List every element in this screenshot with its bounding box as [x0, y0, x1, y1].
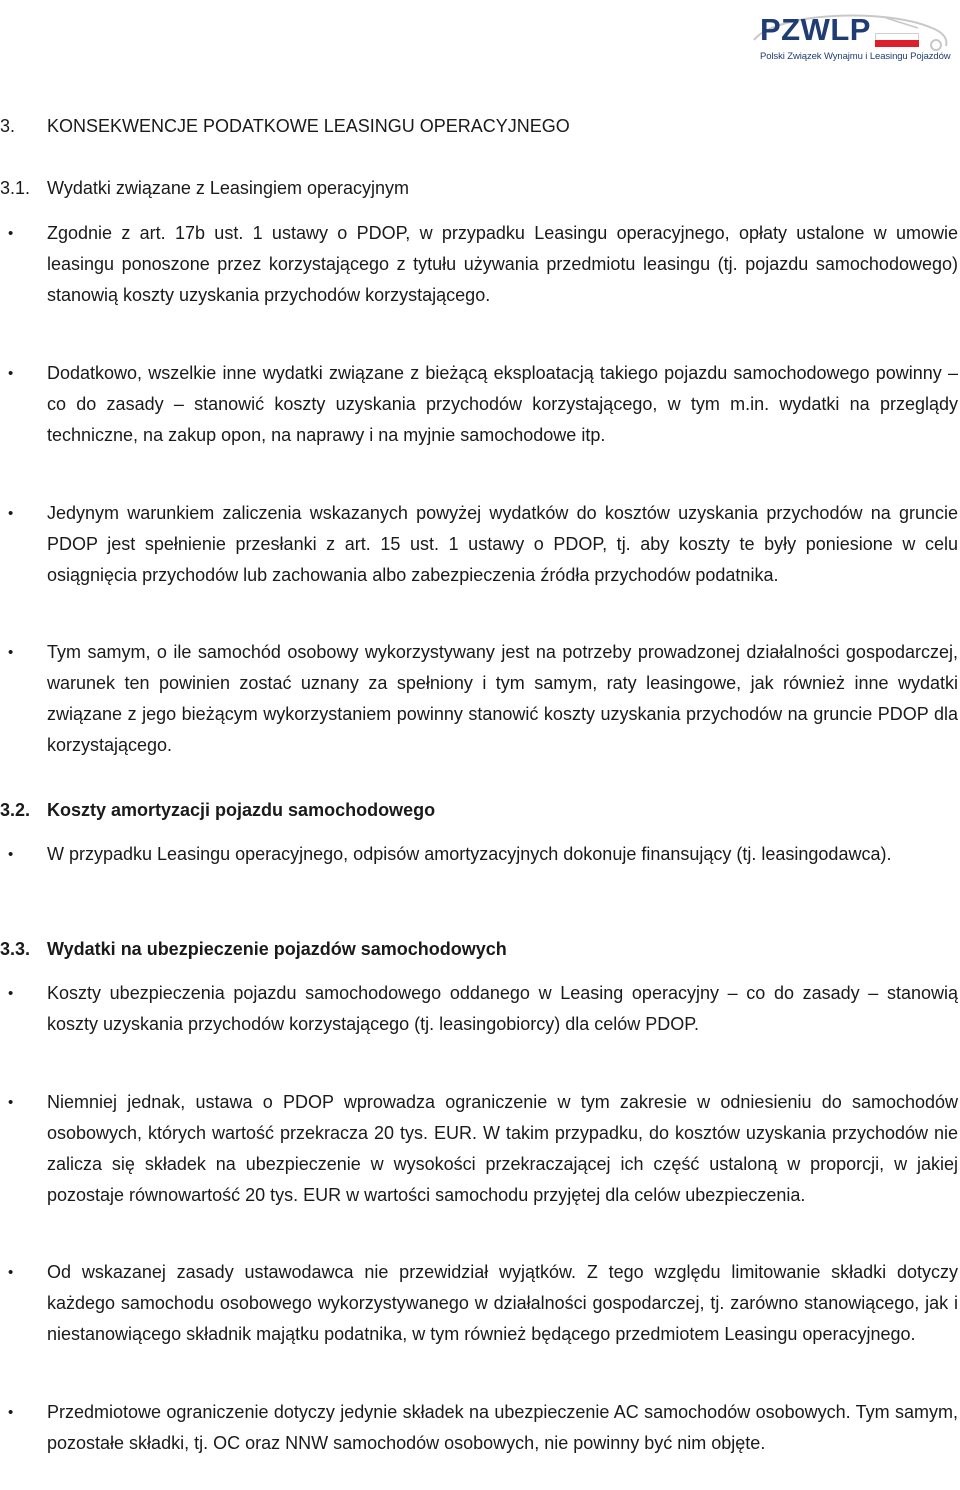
bullet-icon: • [8, 846, 14, 863]
list-item [0, 358, 958, 451]
list-item [0, 1397, 958, 1459]
section-number: 3. [0, 116, 16, 136]
list-item-text: Od wskazanej zasady ustawodawca nie przewidział wyjątków. Z tego względu limitowanie składki dotyczy każdego samochodu osobowego wykorzystywanego w działalności gospodarczej, tj. zarówno stanowiącego, jak i niestanowiącego składnik majątku podatnika, w tym również będącego przedmiotem Leasingu operacyjnego. [47, 1262, 958, 1344]
section-heading-3 [0, 115, 570, 137]
list-item [0, 1087, 958, 1211]
list-item-text: Tym samym, o ile samochód osobowy wykorzystywany jest na potrzeby prowadzonej działalności gospodarczej, warunek ten powinien zostać uznany za spełniony i tym samym, raty leasingowe, jak również inne wydatki związane z jego bieżącym wykorzystaniem powinny stanowić koszty uzyskania przychodów na gruncie PDOP dla korzystającego. [47, 642, 958, 755]
logo-wordmark: PZWLP [760, 12, 871, 47]
list-item [0, 637, 958, 761]
section-number: 3.3. [0, 939, 31, 959]
section-heading-3-3 [0, 938, 507, 960]
list-item-text: W przypadku Leasingu operacyjnego, odpisów amortyzacyjnych dokonuje finansujący (tj. leasingodawca). [47, 844, 892, 864]
section-title: Koszty amortyzacji pojazdu samochodowego [47, 800, 436, 820]
list-item-text: Zgodnie z art. 17b ust. 1 ustawy o PDOP, w przypadku Leasingu operacyjnego, opłaty ustalone w umowie leasingu ponoszone przez korzystającego z tytułu używania przedmiotu leasingu (tj. pojazdu samochodowego) stanowią koszty uzyskania przychodów korzystającego. [47, 223, 958, 305]
bullet-icon: • [8, 1264, 14, 1281]
section-heading-3-2 [0, 799, 435, 821]
list-item [0, 218, 958, 311]
list-item [0, 839, 958, 870]
logo-subtitle: Polski Związek Wynajmu i Leasingu Pojazdów [760, 51, 951, 62]
list-item-text: Koszty ubezpieczenia pojazdu samochodowego oddanego w Leasing operacyjny – co do zasady – stanowią koszty uzyskania przychodów korzystającego (tj. leasingobiorcy) dla celów PDOP. [47, 983, 958, 1034]
bullet-icon: • [8, 225, 14, 242]
polish-flag-icon [875, 33, 919, 46]
section-number: 3.1. [0, 178, 31, 198]
bullet-icon: • [8, 644, 14, 661]
list-item-text: Przedmiotowe ograniczenie dotyczy jedynie składek na ubezpieczenie AC samochodów osobowych. Tym samym, pozostałe składki, tj. OC oraz NNW samochodów osobowych, nie powinny być nim objęte. [47, 1402, 958, 1453]
section-title: Wydatki na ubezpieczenie pojazdów samochodowych [47, 939, 507, 959]
list-item [0, 1257, 958, 1350]
section-title: KONSEKWENCJE PODATKOWE LEASINGU OPERACYJNEGO [47, 116, 570, 136]
pzwlp-logo [736, 6, 951, 66]
bullet-icon: • [8, 1404, 14, 1421]
list-item-text: Dodatkowo, wszelkie inne wydatki związane z bieżącą eksploatacją takiego pojazdu samochodowego powinny – co do zasady – stanowić koszty uzyskania przychodów korzystającego, w tym m.in. wydatki na przeglądy techniczne, na zakup opon, na naprawy i na myjnie samochodowe itp. [47, 363, 958, 445]
section-number: 3.2. [0, 800, 31, 820]
list-item [0, 978, 958, 1040]
section-title: Wydatki związane z Leasingiem operacyjnym [47, 178, 409, 198]
section-heading-3-1 [0, 177, 409, 199]
bullet-icon: • [8, 1094, 14, 1111]
list-item [0, 498, 958, 591]
bullet-icon: • [8, 365, 14, 382]
list-item-text: Niemniej jednak, ustawa o PDOP wprowadza ograniczenie w tym zakresie w odniesieniu do samochodów osobowych, których wartość przekracza 20 tys. EUR. W takim przypadku, do kosztów uzyskania przychodów nie zalicza się składek na ubezpieczenie w wysokości przekraczającej ich część ustaloną w proporcji, w jakiej pozostaje równowartość 20 tys. EUR w wartości samochodu przyjętej dla celów ubezpieczenia. [47, 1092, 958, 1205]
bullet-icon: • [8, 505, 14, 522]
list-item-text: Jedynym warunkiem zaliczenia wskazanych powyżej wydatków do kosztów uzyskania przychodów na gruncie PDOP jest spełnienie przesłanki z art. 15 ust. 1 ustawy o PDOP, tj. aby koszty te były poniesione w celu osiągnięcia przychodów lub zachowania albo zabezpieczenia źródła przychodów podatnika. [47, 503, 958, 585]
bullet-icon: • [8, 985, 14, 1002]
